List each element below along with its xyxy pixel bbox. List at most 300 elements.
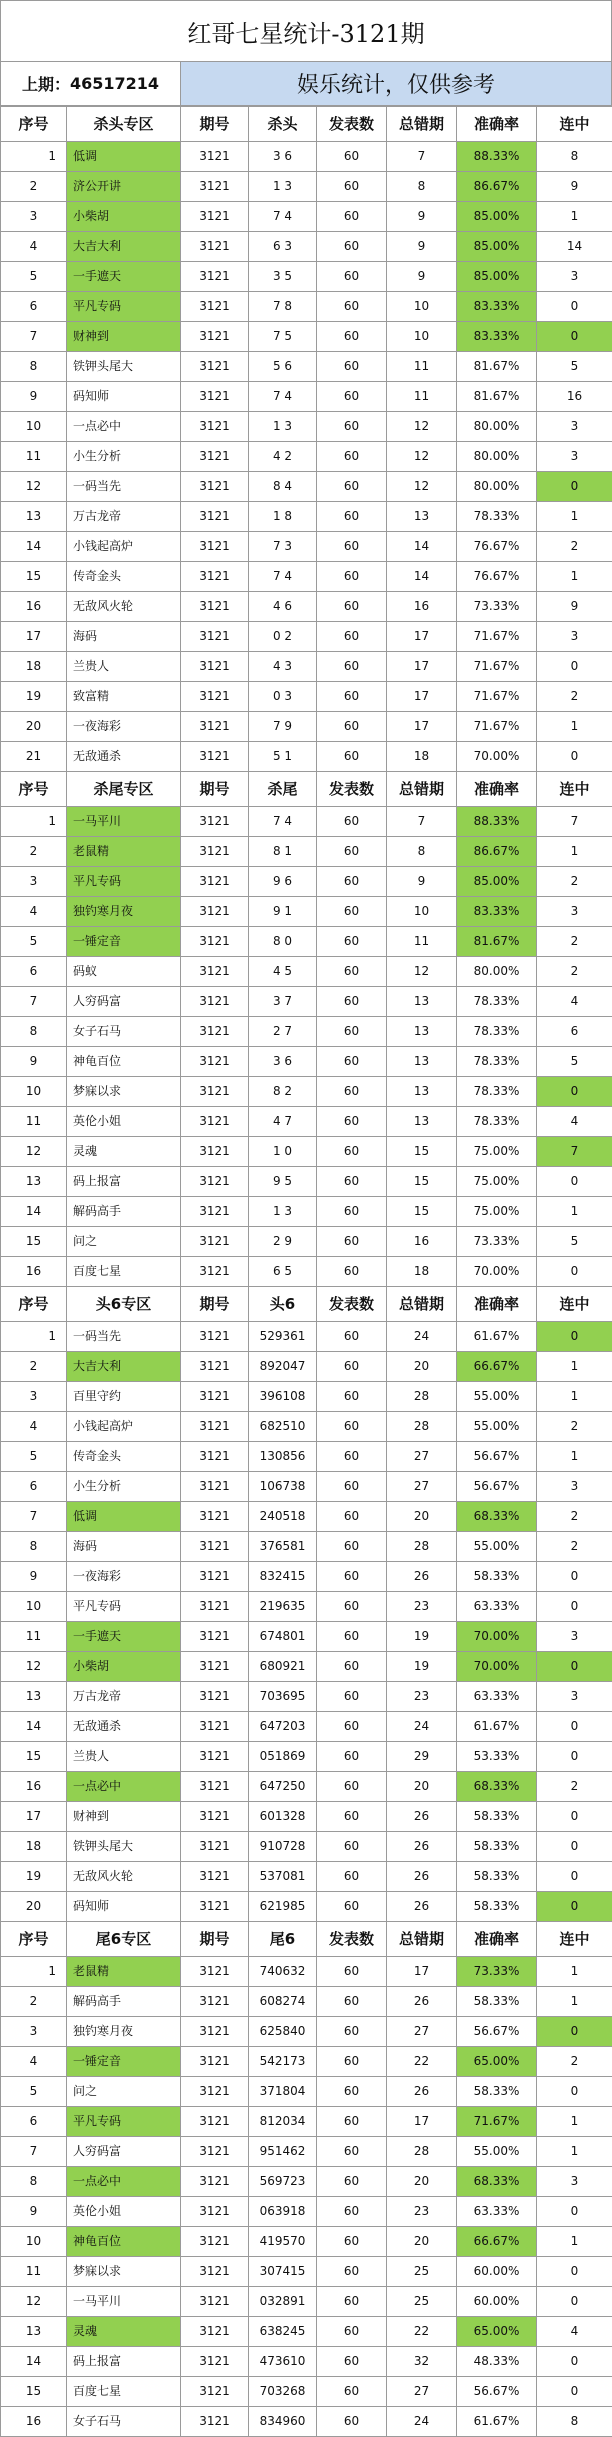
row-period: 3121	[181, 2047, 249, 2077]
row-streak: 0	[537, 322, 612, 352]
row-streak: 2	[537, 2047, 612, 2077]
row-name: 平凡专码	[67, 292, 181, 322]
row-posts: 60	[317, 1532, 387, 1562]
row-rate: 83.33%	[457, 897, 537, 927]
row-period: 3121	[181, 202, 249, 232]
row-errors: 11	[387, 382, 457, 412]
table-row	[1, 1167, 612, 1197]
row-period: 3121	[181, 2227, 249, 2257]
table-row	[1, 1957, 612, 1987]
row-streak: 0	[537, 2377, 612, 2407]
previous-draw-number: 46517214	[70, 74, 159, 93]
row-name: 海码	[67, 1532, 181, 1562]
row-streak: 2	[537, 1532, 612, 1562]
row-rate: 58.33%	[457, 1832, 537, 1862]
row-name: 一码当先	[67, 472, 181, 502]
table-row	[1, 927, 612, 957]
row-code: 621985	[249, 1892, 317, 1922]
row-period: 3121	[181, 712, 249, 742]
row-errors: 16	[387, 1227, 457, 1257]
header-streak: 连中	[537, 772, 612, 807]
row-index: 4	[1, 232, 67, 262]
row-rate: 75.00%	[457, 1197, 537, 1227]
row-posts: 60	[317, 1987, 387, 2017]
row-rate: 68.33%	[457, 1502, 537, 1532]
row-name: 灵魂	[67, 2317, 181, 2347]
row-errors: 17	[387, 712, 457, 742]
table-row	[1, 1502, 612, 1532]
row-code: 9 5	[249, 1167, 317, 1197]
row-period: 3121	[181, 2347, 249, 2377]
row-streak: 7	[537, 807, 612, 837]
row-period: 3121	[181, 652, 249, 682]
row-posts: 60	[317, 292, 387, 322]
row-errors: 9	[387, 262, 457, 292]
row-name: 神龟百位	[67, 2227, 181, 2257]
row-period: 3121	[181, 897, 249, 927]
row-rate: 73.33%	[457, 1957, 537, 1987]
row-errors: 26	[387, 1562, 457, 1592]
table-row	[1, 867, 612, 897]
row-index: 4	[1, 1412, 67, 1442]
row-index: 20	[1, 1892, 67, 1922]
row-code: 8 1	[249, 837, 317, 867]
row-code: 638245	[249, 2317, 317, 2347]
row-index: 13	[1, 502, 67, 532]
row-name: 百度七星	[67, 1257, 181, 1287]
row-period: 3121	[181, 2257, 249, 2287]
row-name: 大吉大利	[67, 232, 181, 262]
row-posts: 60	[317, 262, 387, 292]
row-name: 一夜海彩	[67, 1562, 181, 1592]
row-posts: 60	[317, 1352, 387, 1382]
row-rate: 63.33%	[457, 2197, 537, 2227]
row-rate: 83.33%	[457, 322, 537, 352]
row-errors: 13	[387, 1047, 457, 1077]
header-code: 杀头	[249, 107, 317, 142]
row-errors: 13	[387, 1017, 457, 1047]
row-rate: 65.00%	[457, 2317, 537, 2347]
row-rate: 58.33%	[457, 1802, 537, 1832]
row-streak: 0	[537, 2257, 612, 2287]
table-row	[1, 1832, 612, 1862]
row-index: 18	[1, 1832, 67, 1862]
row-rate: 78.33%	[457, 987, 537, 1017]
row-errors: 18	[387, 1257, 457, 1287]
row-posts: 60	[317, 562, 387, 592]
row-period: 3121	[181, 2407, 249, 2437]
row-rate: 68.33%	[457, 1772, 537, 1802]
row-errors: 20	[387, 1352, 457, 1382]
header-period: 期号	[181, 772, 249, 807]
row-name: 平凡专码	[67, 2107, 181, 2137]
row-index: 12	[1, 1652, 67, 1682]
row-rate: 48.33%	[457, 2347, 537, 2377]
row-index: 10	[1, 412, 67, 442]
row-index: 3	[1, 1382, 67, 1412]
row-name: 老鼠精	[67, 1957, 181, 1987]
row-streak: 1	[537, 502, 612, 532]
row-errors: 17	[387, 682, 457, 712]
row-streak: 0	[537, 1167, 612, 1197]
row-period: 3121	[181, 957, 249, 987]
row-errors: 9	[387, 232, 457, 262]
row-posts: 60	[317, 652, 387, 682]
row-rate: 76.67%	[457, 562, 537, 592]
row-posts: 60	[317, 1742, 387, 1772]
row-period: 3121	[181, 1352, 249, 1382]
row-index: 13	[1, 1682, 67, 1712]
row-rate: 76.67%	[457, 532, 537, 562]
row-period: 3121	[181, 262, 249, 292]
row-index: 17	[1, 1802, 67, 1832]
header-errors: 总错期	[387, 107, 457, 142]
row-index: 1	[1, 142, 67, 172]
row-index: 15	[1, 2377, 67, 2407]
row-code: 7 4	[249, 807, 317, 837]
row-code: 910728	[249, 1832, 317, 1862]
table-row	[1, 262, 612, 292]
row-errors: 17	[387, 2107, 457, 2137]
row-code: 537081	[249, 1862, 317, 1892]
row-posts: 60	[317, 1472, 387, 1502]
row-posts: 60	[317, 682, 387, 712]
row-name: 海码	[67, 622, 181, 652]
row-streak: 8	[537, 142, 612, 172]
row-period: 3121	[181, 322, 249, 352]
table-row	[1, 1442, 612, 1472]
table-row	[1, 1742, 612, 1772]
row-errors: 20	[387, 1772, 457, 1802]
row-streak: 3	[537, 412, 612, 442]
row-period: 3121	[181, 142, 249, 172]
header-posts: 发表数	[317, 1287, 387, 1322]
row-streak: 5	[537, 1227, 612, 1257]
row-name: 英伦小姐	[67, 1107, 181, 1137]
row-streak: 3	[537, 262, 612, 292]
row-errors: 28	[387, 1382, 457, 1412]
row-name: 码上报富	[67, 1167, 181, 1197]
row-name: 神龟百位	[67, 1047, 181, 1077]
row-period: 3121	[181, 592, 249, 622]
table-row	[1, 1197, 612, 1227]
row-index: 8	[1, 1017, 67, 1047]
table-row	[1, 1682, 612, 1712]
row-code: 307415	[249, 2257, 317, 2287]
row-name: 女子石马	[67, 1017, 181, 1047]
row-streak: 8	[537, 2407, 612, 2437]
row-name: 解码高手	[67, 1987, 181, 2017]
row-code: 371804	[249, 2077, 317, 2107]
row-rate: 70.00%	[457, 1622, 537, 1652]
row-posts: 60	[317, 1107, 387, 1137]
disclaimer-banner: 娱乐统计，仅供参考	[181, 62, 611, 106]
row-streak: 3	[537, 1622, 612, 1652]
row-name: 济公开讲	[67, 172, 181, 202]
row-code: 1 8	[249, 502, 317, 532]
header-index: 序号	[1, 1922, 67, 1957]
row-period: 3121	[181, 352, 249, 382]
row-period: 3121	[181, 807, 249, 837]
header-code: 尾6	[249, 1922, 317, 1957]
row-errors: 24	[387, 2407, 457, 2437]
header-section: 尾6专区	[67, 1922, 181, 1957]
row-code: 6 3	[249, 232, 317, 262]
row-code: 4 3	[249, 652, 317, 682]
row-posts: 60	[317, 1502, 387, 1532]
row-period: 3121	[181, 1652, 249, 1682]
row-index: 3	[1, 867, 67, 897]
row-name: 财神到	[67, 322, 181, 352]
row-rate: 68.33%	[457, 2167, 537, 2197]
row-rate: 66.67%	[457, 2227, 537, 2257]
row-rate: 65.00%	[457, 2047, 537, 2077]
row-rate: 88.33%	[457, 807, 537, 837]
row-period: 3121	[181, 622, 249, 652]
header-index: 序号	[1, 107, 67, 142]
row-posts: 60	[317, 502, 387, 532]
row-errors: 26	[387, 1892, 457, 1922]
row-rate: 83.33%	[457, 292, 537, 322]
table-row	[1, 2347, 612, 2377]
row-code: 529361	[249, 1322, 317, 1352]
table-row	[1, 1472, 612, 1502]
row-posts: 60	[317, 1197, 387, 1227]
row-code: 1 3	[249, 172, 317, 202]
row-period: 3121	[181, 1987, 249, 2017]
row-streak: 1	[537, 202, 612, 232]
table-row	[1, 682, 612, 712]
row-errors: 28	[387, 1412, 457, 1442]
row-index: 2	[1, 1987, 67, 2017]
row-posts: 60	[317, 412, 387, 442]
header-posts: 发表数	[317, 107, 387, 142]
row-errors: 17	[387, 622, 457, 652]
row-posts: 60	[317, 927, 387, 957]
table-row	[1, 232, 612, 262]
row-posts: 60	[317, 1652, 387, 1682]
row-index: 10	[1, 2227, 67, 2257]
table-row	[1, 2407, 612, 2437]
row-index: 5	[1, 1442, 67, 1472]
row-index: 12	[1, 472, 67, 502]
header-index: 序号	[1, 1287, 67, 1322]
row-errors: 9	[387, 202, 457, 232]
row-streak: 0	[537, 1742, 612, 1772]
row-period: 3121	[181, 1957, 249, 1987]
row-code: 473610	[249, 2347, 317, 2377]
row-name: 英伦小姐	[67, 2197, 181, 2227]
row-errors: 13	[387, 502, 457, 532]
row-period: 3121	[181, 232, 249, 262]
row-name: 低调	[67, 1502, 181, 1532]
row-index: 5	[1, 2077, 67, 2107]
row-period: 3121	[181, 1622, 249, 1652]
row-posts: 60	[317, 2167, 387, 2197]
section-header-row	[1, 1287, 612, 1322]
row-name: 铁钾头尾大	[67, 1832, 181, 1862]
header-period: 期号	[181, 107, 249, 142]
row-posts: 60	[317, 592, 387, 622]
row-period: 3121	[181, 2287, 249, 2317]
row-index: 9	[1, 1562, 67, 1592]
row-code: 1 0	[249, 1137, 317, 1167]
row-code: 3 6	[249, 1047, 317, 1077]
row-posts: 60	[317, 1167, 387, 1197]
row-period: 3121	[181, 2197, 249, 2227]
table-row	[1, 2017, 612, 2047]
row-posts: 60	[317, 322, 387, 352]
table-row	[1, 562, 612, 592]
row-period: 3121	[181, 172, 249, 202]
row-errors: 24	[387, 1322, 457, 1352]
row-errors: 28	[387, 2137, 457, 2167]
row-rate: 71.67%	[457, 2107, 537, 2137]
row-rate: 80.00%	[457, 442, 537, 472]
table-row	[1, 652, 612, 682]
row-index: 4	[1, 2047, 67, 2077]
row-errors: 11	[387, 927, 457, 957]
row-streak: 3	[537, 1472, 612, 1502]
row-index: 12	[1, 2287, 67, 2317]
row-posts: 60	[317, 2107, 387, 2137]
row-streak: 3	[537, 622, 612, 652]
table-row	[1, 712, 612, 742]
row-index: 8	[1, 2167, 67, 2197]
row-code: 674801	[249, 1622, 317, 1652]
row-code: 7 8	[249, 292, 317, 322]
row-posts: 60	[317, 382, 387, 412]
row-name: 传奇金头	[67, 562, 181, 592]
row-errors: 9	[387, 867, 457, 897]
row-posts: 60	[317, 472, 387, 502]
row-code: 5 6	[249, 352, 317, 382]
row-errors: 27	[387, 1442, 457, 1472]
row-errors: 29	[387, 1742, 457, 1772]
row-code: 1 3	[249, 1197, 317, 1227]
row-rate: 86.67%	[457, 172, 537, 202]
row-period: 3121	[181, 2167, 249, 2197]
row-rate: 58.33%	[457, 1892, 537, 1922]
row-streak: 5	[537, 1047, 612, 1077]
row-streak: 4	[537, 1107, 612, 1137]
row-period: 3121	[181, 2017, 249, 2047]
stats-table	[0, 106, 612, 2437]
row-name: 小生分析	[67, 442, 181, 472]
row-streak: 3	[537, 2167, 612, 2197]
table-row	[1, 1987, 612, 2017]
row-errors: 13	[387, 987, 457, 1017]
row-errors: 7	[387, 142, 457, 172]
row-code: 7 4	[249, 382, 317, 412]
row-code: 3 6	[249, 142, 317, 172]
table-row	[1, 742, 612, 772]
row-streak: 1	[537, 2137, 612, 2167]
header-section: 头6专区	[67, 1287, 181, 1322]
table-row	[1, 292, 612, 322]
row-period: 3121	[181, 382, 249, 412]
table-row	[1, 322, 612, 352]
row-errors: 15	[387, 1137, 457, 1167]
row-index: 15	[1, 1742, 67, 1772]
row-errors: 12	[387, 472, 457, 502]
row-posts: 60	[317, 1892, 387, 1922]
row-code: 7 3	[249, 532, 317, 562]
row-period: 3121	[181, 1772, 249, 1802]
row-errors: 19	[387, 1652, 457, 1682]
row-code: 063918	[249, 2197, 317, 2227]
row-streak: 1	[537, 837, 612, 867]
table-row	[1, 1382, 612, 1412]
row-rate: 60.00%	[457, 2287, 537, 2317]
row-streak: 2	[537, 867, 612, 897]
row-period: 3121	[181, 1227, 249, 1257]
row-period: 3121	[181, 867, 249, 897]
row-name: 万古龙帝	[67, 1682, 181, 1712]
row-index: 7	[1, 987, 67, 1017]
row-code: 740632	[249, 1957, 317, 1987]
row-code: 832415	[249, 1562, 317, 1592]
row-code: 5 1	[249, 742, 317, 772]
row-posts: 60	[317, 1412, 387, 1442]
row-posts: 60	[317, 1682, 387, 1712]
row-errors: 26	[387, 1987, 457, 2017]
header-rate: 准确率	[457, 107, 537, 142]
section-header-row	[1, 772, 612, 807]
row-posts: 60	[317, 2017, 387, 2047]
row-index: 7	[1, 322, 67, 352]
row-code: 0 3	[249, 682, 317, 712]
info-row	[0, 62, 612, 106]
row-streak: 0	[537, 1862, 612, 1892]
row-index: 12	[1, 1137, 67, 1167]
row-posts: 60	[317, 742, 387, 772]
page-title: 红哥七星统计-3121期	[0, 0, 612, 62]
row-name: 一锤定音	[67, 2047, 181, 2077]
table-row	[1, 2137, 612, 2167]
row-rate: 66.67%	[457, 1352, 537, 1382]
row-code: 7 9	[249, 712, 317, 742]
row-streak: 1	[537, 1442, 612, 1472]
row-streak: 2	[537, 1772, 612, 1802]
row-rate: 85.00%	[457, 262, 537, 292]
row-name: 女子石马	[67, 2407, 181, 2437]
row-index: 13	[1, 1167, 67, 1197]
header-index: 序号	[1, 772, 67, 807]
row-rate: 61.67%	[457, 1322, 537, 1352]
row-streak: 0	[537, 2287, 612, 2317]
row-rate: 71.67%	[457, 622, 537, 652]
row-errors: 10	[387, 322, 457, 352]
row-name: 百里守约	[67, 1382, 181, 1412]
table-row	[1, 2197, 612, 2227]
row-rate: 73.33%	[457, 1227, 537, 1257]
row-name: 低调	[67, 142, 181, 172]
row-code: 130856	[249, 1442, 317, 1472]
row-code: 4 6	[249, 592, 317, 622]
row-index: 5	[1, 262, 67, 292]
table-row	[1, 1107, 612, 1137]
row-rate: 75.00%	[457, 1137, 537, 1167]
row-streak: 0	[537, 1562, 612, 1592]
row-posts: 60	[317, 712, 387, 742]
table-row	[1, 592, 612, 622]
table-row	[1, 1652, 612, 1682]
row-rate: 85.00%	[457, 232, 537, 262]
row-streak: 1	[537, 562, 612, 592]
row-index: 11	[1, 442, 67, 472]
row-streak: 0	[537, 1592, 612, 1622]
